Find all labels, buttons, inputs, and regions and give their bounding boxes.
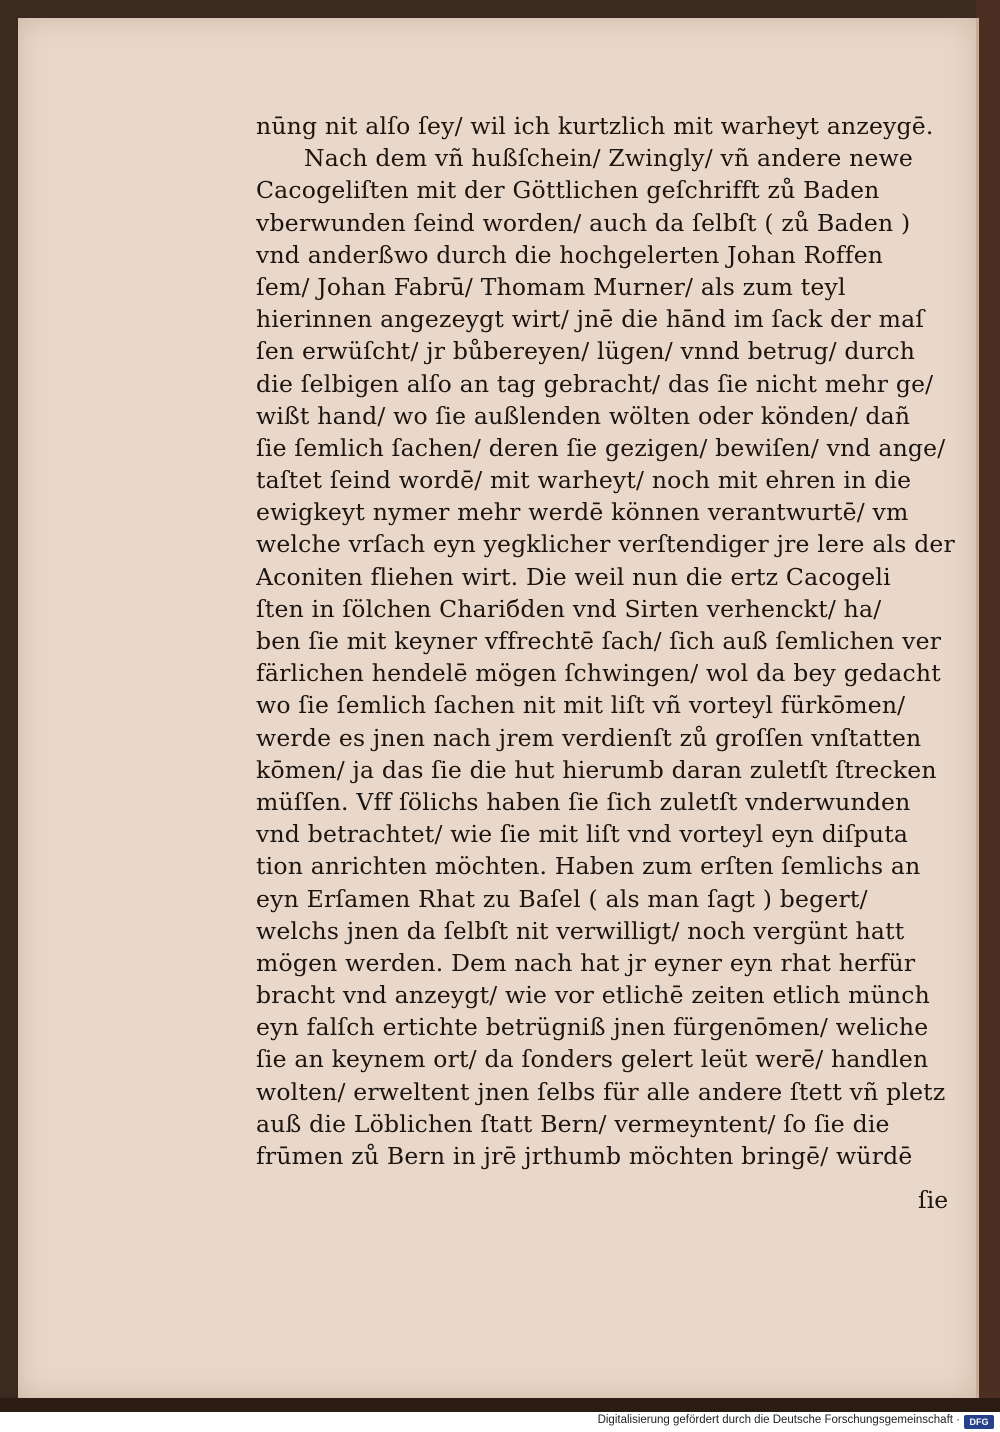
scan-border-left xyxy=(0,0,18,1410)
text-line: Aconiten fliehen wirt. Die weil nun die ertz Cacogeli xyxy=(256,562,891,591)
dfg-logo: DFG xyxy=(964,1415,994,1429)
text-line: bracht vnd anzeygt/ wie vor etlichē zeiten etlich münch xyxy=(256,981,930,1010)
text-line: ewigkeyt nymer mehr werdē können verantwurtē/ vm xyxy=(256,498,909,527)
text-line: nūng nit alſo ſey/ wil ich kurtzlich mit warheyt anzeygē. xyxy=(256,112,934,140)
text-line: werde es jnen nach jrem verdienſt zů groſſen vnſtatten xyxy=(256,723,922,752)
text-line: welchs jnen da ſelbſt nit verwilligt/ noch vergünt hatt xyxy=(256,916,905,945)
text-line: eyn falſch ertichte betrügniß jnen fürgenōmen/ weliche xyxy=(256,1013,929,1042)
text-line: wolten/ erweltent jnen ſelbs für alle andere ſtett vñ pletz xyxy=(256,1077,946,1106)
text-line: frūmen zů Bern in jrē jrthumb möchten bringē/ würdē xyxy=(256,1142,913,1170)
text-line: vberwunden ſeind worden/ auch da ſelbſt ( zů Baden ) xyxy=(256,208,911,237)
book-page xyxy=(18,18,979,1398)
text-line: kōmen/ ja das ſie die hut hierumb daran zuletſt ſtrecken xyxy=(256,755,937,784)
text-line: hierinnen angezeygt wirt/ jnē die hānd im ſack der maſ xyxy=(256,305,925,334)
text-line: mögen werden. Dem nach hat jr eyner eyn rhat herfür xyxy=(256,948,916,977)
text-line: wo ſie ſemlich ſachen nit mit liſt vñ vorteyl fürkōmen/ xyxy=(256,691,906,720)
text-line: ſem/ Johan Fabrū/ Thomam Murner/ als zum teyl xyxy=(256,272,846,301)
text-line: ſten in ſölchen Chariбden vnd Sirten verhenckt/ ha/ xyxy=(256,594,882,623)
text-line: müſſen. Vff ſölichs haben ſie ſich zuletſt vnderwunden xyxy=(256,787,911,816)
scan-border-bottom xyxy=(0,1398,1000,1412)
text-line: färlichen hendelē mögen ſchwingen/ wol da bey gedacht xyxy=(256,659,941,688)
scan-border-top xyxy=(0,0,1000,18)
text-line: wißt hand/ wo ſie außlenden wölten oder könden/ dañ xyxy=(256,401,911,430)
text-line: die ſelbigen alſo an tag gebracht/ das ſie nicht mehr ge/ xyxy=(256,369,934,398)
body-text xyxy=(256,110,956,1172)
scan-border-right xyxy=(976,0,1000,1410)
footer-credit-text: Digitalisierung gefördert durch die Deutsche Forschungsgemeinschaft · xyxy=(597,1414,960,1426)
text-line: auß die Löblichen ſtatt Bern/ vermeyntent/ ſo ſie die xyxy=(256,1109,890,1138)
text-line: vnd anderßwo durch die hochgelerten Johan Roffen xyxy=(256,240,884,269)
text-line: ſen erwüſcht/ jr bůbereyen/ lügen/ vnnd betrug/ durch xyxy=(256,337,916,366)
text-line: ſie ſemlich ſachen/ deren ſie gezigen/ bewiſen/ vnd ange/ xyxy=(256,433,946,462)
catchword: ſie xyxy=(918,1186,949,1214)
text-line: ſie an keynem ort/ da ſonders gelert leüt werē/ handlen xyxy=(256,1045,929,1074)
text-line: vnd betrachtet/ wie ſie mit liſt vnd vorteyl eyn diſputa xyxy=(256,820,909,849)
text-line: Cacogeliſten mit der Göttlichen geſchrifft zů Baden xyxy=(256,176,880,205)
text-line: eyn Erſamen Rhat zu Baſel ( als man ſagt ) begert/ xyxy=(256,884,868,913)
text-line: welche vrſach eyn yegklicher verſtendiger jre lere als der xyxy=(256,530,955,559)
text-line: Nach dem vñ hußſchein/ Zwingly/ vñ andere newe xyxy=(304,144,914,173)
footer-credit-bar xyxy=(0,1412,1000,1432)
text-line: taſtet ſeind wordē/ mit warheyt/ noch mit ehren in die xyxy=(256,466,912,495)
text-line: ben ſie mit keyner vffrechtē ſach/ ſich auß ſemlichen ver xyxy=(256,627,942,655)
text-line: tion anrichten möchten. Haben zum erſten ſemlichs an xyxy=(256,852,921,881)
